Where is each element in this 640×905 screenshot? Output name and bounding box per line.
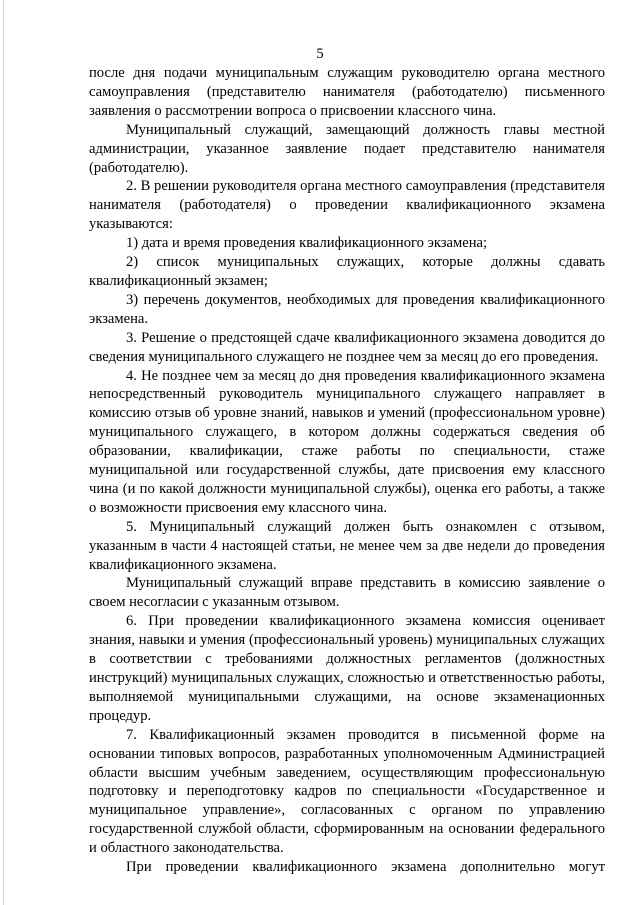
document-body [89,64,605,877]
paragraph-continuation: после дня подачи муниципальным служащим руководителю органа местного самоуправления (представителю нанимателя (работодателю) письменного заявления о рассмотрении вопроса о присвоении классного чина. [89,65,605,119]
paragraph-exam-additional: При проведении квалификационного экзамена дополнительно могут [126,859,605,876]
paragraph-subitem-1: 1) дата и время проведения квалификационного экзамена; [126,235,488,252]
paragraph-subitem-2: 2) список муниципальных служащих, которые должны сдавать квалификационный экзамен; [89,254,605,289]
paragraph-item-7: 7. Квалификационный экзамен проводится в письменной форме на основании типовых вопросов, разработанных уполномоченным Администрацией области высшим учебным заведением, осуществляющим профессиональную подготовку и переподготовку кадров по специальности «Государственное и муниципальное управление», согласованных с органом по управлению государственной службой области, сформированным на основании федерального и областного законодательства. [89,726,605,857]
paragraph-item-2: 2. В решении руководителя органа местного самоуправления (представителя нанимателя (работодателя) о проведении квалификационного экзамена указываются: [89,178,605,233]
paragraph-subitem-3: 3) перечень документов, необходимых для проведения квалификационного экзамена. [89,291,605,327]
paragraph-item-3: 3. Решение о предстоящей сдаче квалификационного экзамена доводится до сведения муниципального служащего не позднее чем за месяц до его проведения. [89,329,605,365]
paragraph-item-4: 4. Не позднее чем за месяц до дня проведения квалификационного экзамена непосредственный руководитель муниципального служащего направляет в комиссию отзыв об уровне знаний, навыков и умений (профессиональном уровне) муниципального служащего, в котором должны содержаться сведения об образовании, квалификации, стаже работы по специальности, стаже муниципальной или государственной службы, дате присвоения ему классного чина (и по какой должности муниципальной службы), оценка его работы, а также о возможности присвоения ему классного чина. [89,367,605,516]
paragraph-item-5: 5. Муниципальный служащий должен быть ознакомлен с отзывом, указанным в части 4 настоящей статьи, не менее чем за две недели до проведения квалификационного экзамена. [89,518,605,573]
paragraph-disagreement: Муниципальный служащий вправе представить в комиссию заявление о своем несогласии с указанным отзывом. [89,575,605,611]
page-number: 5 [316,46,324,62]
page-edge [3,0,4,905]
paragraph-head-of-administration: Муниципальный служащий, замещающий должность главы местной администрации, указанное заявление подает представителю нанимателя (работодателю). [89,121,605,176]
paragraph-item-6: 6. При проведении квалификационного экзамена комиссия оценивает знания, навыки и умения (профессиональный уровень) муниципальных служащих в соответствии с требованиями должностных регламентов (должностных инструкций) муниципальных служащих, сложностью и ответственностью работы, выполняемой муниципальными служащими, на основе экзаменационных процедур. [89,613,605,724]
